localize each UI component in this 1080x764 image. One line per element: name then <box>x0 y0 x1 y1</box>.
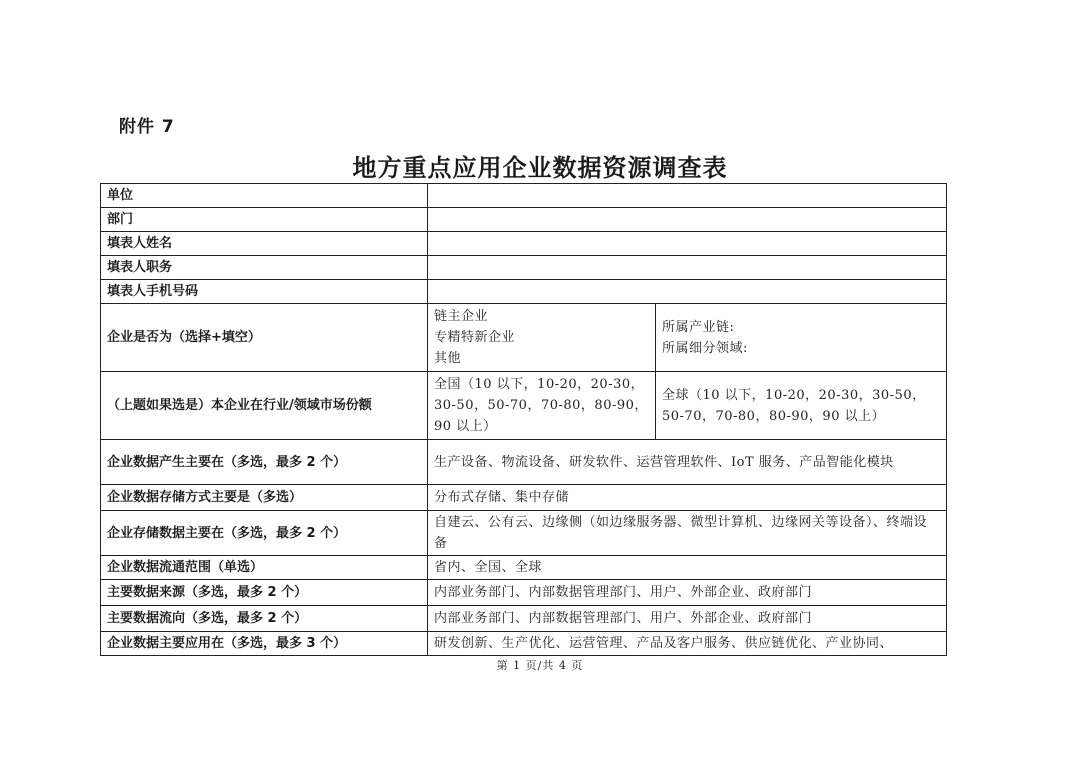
table-row-market-share <box>101 372 947 440</box>
storage-method-label: 企业数据存储方式主要是（多选） <box>101 485 428 511</box>
filler-phone-label: 填表人手机号码 <box>101 280 428 304</box>
data-application-label: 企业数据主要应用在（多选，最多 3 个） <box>101 632 428 656</box>
data-flow-label: 主要数据流向（多选，最多 2 个） <box>101 606 428 632</box>
data-application-options[interactable]: 研发创新、生产优化、运营管理、产品及客户服务、供应链优化、产业协同、 <box>428 632 947 656</box>
table-row-data-source <box>101 580 947 606</box>
option-chain-leader[interactable]: 链主企业 <box>434 309 489 324</box>
data-source-options[interactable]: 内部业务部门、内部数据管理部门、用户、外部企业、政府部门 <box>428 580 947 606</box>
table-row-filler-position <box>101 256 947 280</box>
attachment-number: 附件 7 <box>119 117 175 137</box>
filler-name-field[interactable] <box>428 232 947 256</box>
option-other[interactable]: 其他 <box>434 351 462 366</box>
table-row-data-generation <box>101 440 947 485</box>
storage-location-options[interactable]: 自建云、公有云、边缘侧（如边缘服务器、微型计算机、边缘网关等设备）、终端设备 <box>428 511 947 556</box>
enterprise-type-fill <box>656 304 947 372</box>
table-row-filler-phone <box>101 280 947 304</box>
table-row-filler-name <box>101 232 947 256</box>
table-row-unit <box>101 184 947 208</box>
industry-chain-field[interactable]: 所属产业链: <box>662 319 735 335</box>
table-row-data-flow <box>101 606 947 632</box>
market-share-label: （上题如果选是）本企业在行业/领域市场份额 <box>101 372 428 440</box>
page-number: 第 1 页/共 4 页 <box>496 659 584 672</box>
market-share-global[interactable]: 全球（10 以下，10-20，20-30，30-50，50-70，70-80，80-90，90 以上） <box>656 372 947 440</box>
table-row-department <box>101 208 947 232</box>
filler-name-label: 填表人姓名 <box>101 232 428 256</box>
circulation-scope-label: 企业数据流通范围（单选） <box>101 556 428 580</box>
department-field[interactable] <box>428 208 947 232</box>
filler-position-label: 填表人职务 <box>101 256 428 280</box>
table-row-circulation-scope <box>101 556 947 580</box>
data-flow-options[interactable]: 内部业务部门、内部数据管理部门、用户、外部企业、政府部门 <box>428 606 947 632</box>
storage-location-label: 企业存储数据主要在（多选，最多 2 个） <box>101 511 428 556</box>
market-share-national[interactable]: 全国（10 以下，10-20，20-30，30-50，50-70，70-80，80-90，90 以上） <box>428 372 656 440</box>
table-row-enterprise-type <box>101 304 947 372</box>
sub-domain-field[interactable]: 所属细分领域: <box>662 340 748 356</box>
table-row-storage-method <box>101 485 947 511</box>
department-label: 部门 <box>101 208 428 232</box>
option-specialized[interactable]: 专精特新企业 <box>434 330 516 345</box>
unit-label: 单位 <box>101 184 428 208</box>
survey-table <box>100 183 947 656</box>
data-generation-options[interactable]: 生产设备、物流设备、研发软件、运营管理软件、IoT 服务、产品智能化模块 <box>428 440 947 485</box>
data-source-label: 主要数据来源（多选，最多 2 个） <box>101 580 428 606</box>
unit-field[interactable] <box>428 184 947 208</box>
table-row-data-application <box>101 632 947 656</box>
table-row-storage-location <box>101 511 947 556</box>
enterprise-type-options <box>428 304 656 372</box>
filler-position-field[interactable] <box>428 256 947 280</box>
enterprise-type-label: 企业是否为（选择+填空） <box>101 304 428 372</box>
page-title: 地方重点应用企业数据资源调查表 <box>352 153 728 182</box>
data-generation-label: 企业数据产生主要在（多选，最多 2 个） <box>101 440 428 485</box>
filler-phone-field[interactable] <box>428 280 947 304</box>
storage-method-options[interactable]: 分布式存储、集中存储 <box>428 485 947 511</box>
circulation-scope-options[interactable]: 省内、全国、全球 <box>428 556 947 580</box>
